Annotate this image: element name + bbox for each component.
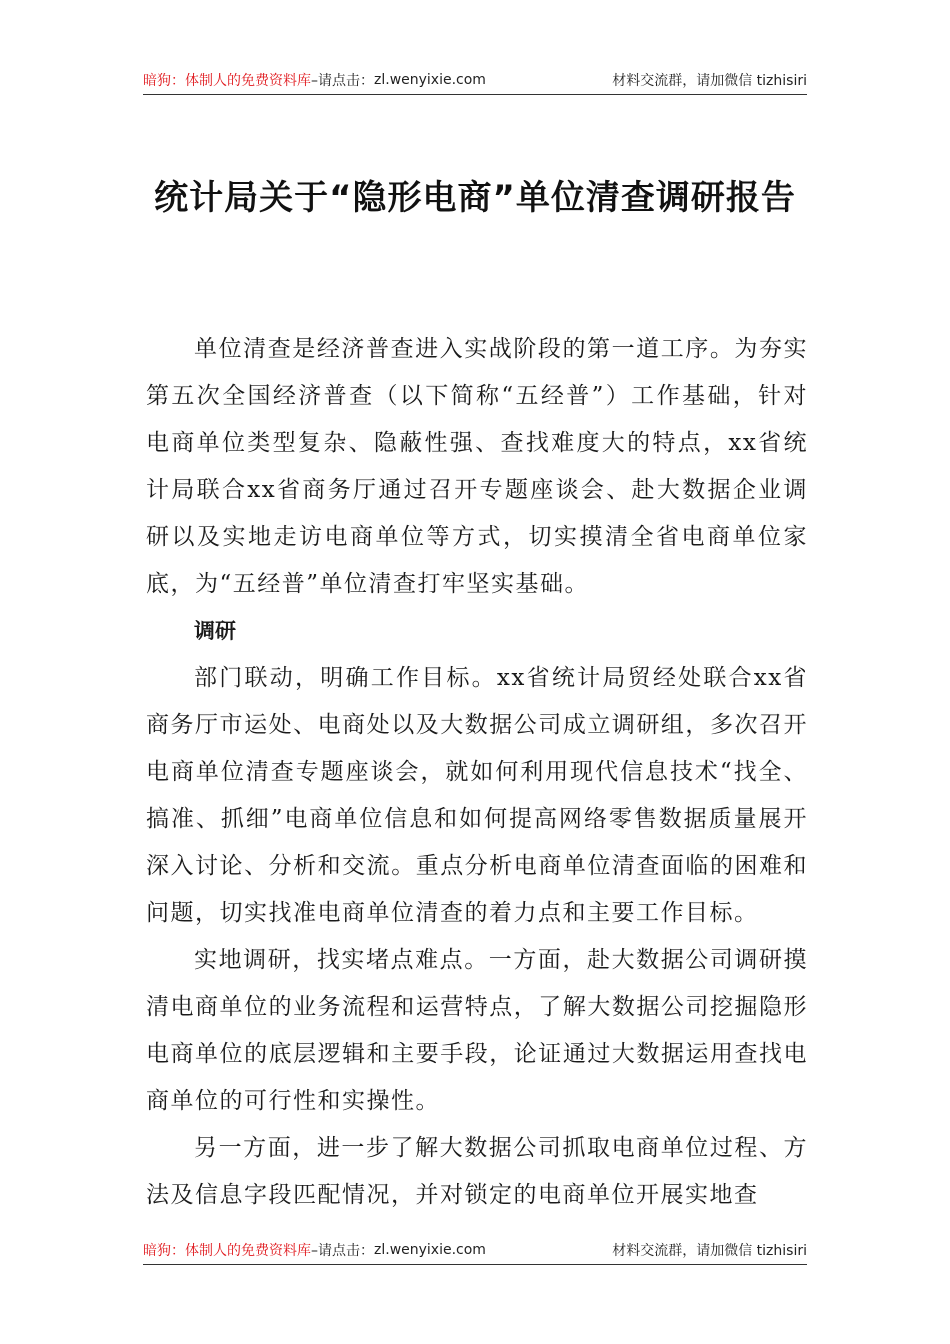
paragraph-other-aspect: 另一方面，进一步了解大数据公司抓取电商单位过程、方法及信息字段匹配情况，并对锁定的电商单位开展实地查 [146,1135,808,1208]
header-banner-left [143,70,486,90]
paragraph-department-linkage: 部门联动，明确工作目标。xx省统计局贸经处联合xx省商务厅市运处、电商处以及大数据公司成立调研组，多次召开电商单位清查专题座谈会，就如何利用现代信息技术“找全、搞准、抓细”电商单位信息和如何提高网络零售数据质量展开深入讨论、分析和交流。重点分析电商单位清查面临的困难和问题，切实找准电商单位清查的着力点和主要工作目标。 [146,665,808,926]
paragraph-field-research: 实地调研，找实堵点难点。一方面，赴大数据公司调研摸清电商单位的业务流程和运营特点，了解大数据公司挖掘隐形电商单位的底层逻辑和主要手段，论证通过大数据运用查找电商单位的可行性和实操性。 [146,947,808,1114]
document-title: 统计局关于“隐形电商”单位清查调研报告 [154,178,796,218]
footer-banner-left [143,1240,486,1260]
footer-banner-click-prompt: –请点击： [311,1243,374,1259]
header-banner-click-prompt: –请点击： [311,73,374,89]
footer-banner [143,1236,807,1265]
header-banner-link[interactable]: zl.wenyixie.com [374,72,486,88]
header-banner-wechat-note: 材料交流群，请加微信 tizhisiri [612,73,807,89]
footer-banner-wechat-note: 材料交流群，请加微信 tizhisiri [612,1243,807,1259]
footer-banner-site-name: 暗狗：体制人的免费资料库 [143,1243,311,1259]
document-body [146,326,808,1219]
paragraph-intro: 单位清查是经济普查进入实战阶段的第一道工序。为夯实第五次全国经济普查（以下简称“五经普”）工作基础，针对电商单位类型复杂、隐蔽性强、查找难度大的特点，xx省统计局联合xx省商务厅通过召开专题座谈会、赴大数据企业调研以及实地走访电商单位等方式，切实摸清全省电商单位家底，为“五经普”单位清查打牢坚实基础。 [146,336,808,597]
header-banner-site-name: 暗狗：体制人的免费资料库 [143,73,311,89]
section-heading-research: 调研 [194,619,236,643]
header-banner [143,66,807,95]
footer-banner-link[interactable]: zl.wenyixie.com [374,1242,486,1258]
